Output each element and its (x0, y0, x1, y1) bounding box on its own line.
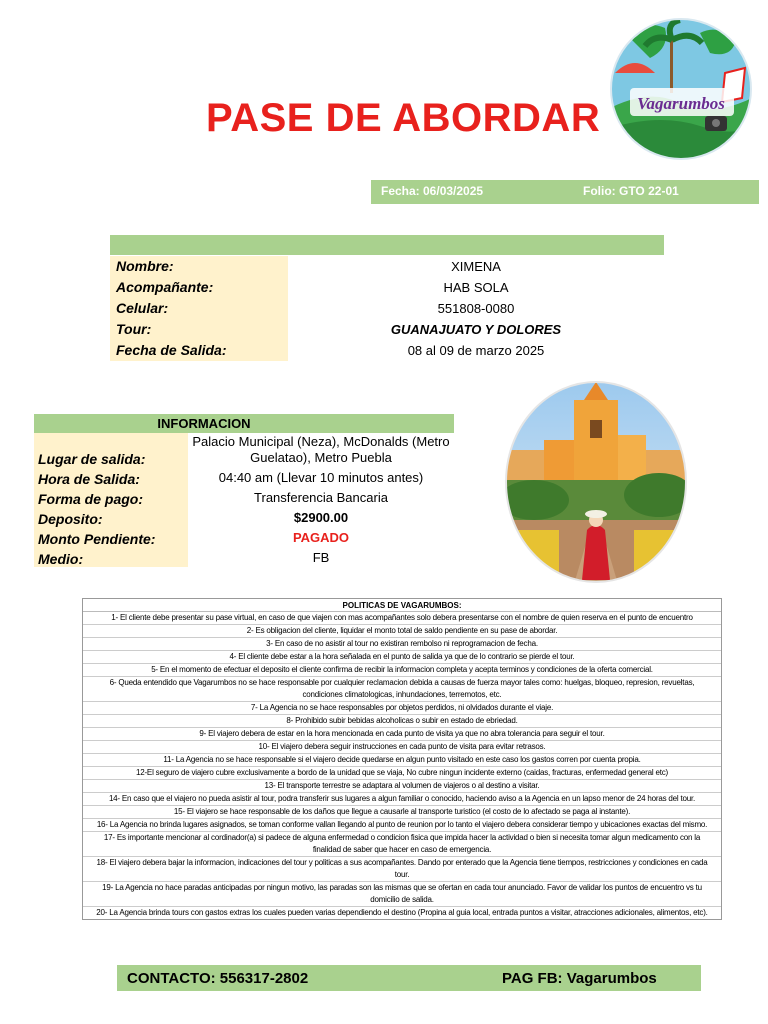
monto-pendiente-value: PAGADO (292, 529, 350, 545)
policy-item: 7- La Agencia no se hace responsables por objetos perdidos, ni olvidados durante el viaje. (83, 702, 721, 715)
policy-item: 19- La Agencia no hace paradas anticipadas por ningun motivo, las paradas son las mismas que se ofertan en cada tour anunciado. Favor de validar los puntos de encuentro vs tu domicilio de salida. (83, 882, 721, 907)
policies-title: POLITICAS DE VAGARUMBOS: (83, 599, 721, 612)
policy-item: 13- El transporte terrestre se adaptara al volumen de viajeros o al destino a visitar. (83, 780, 721, 793)
policy-item: 18- El viajero debera bajar la informacion, indicaciones del tour y politicas a sus acompañantes. Dando por enterado que la Agencia tiene tiempos, restricciones y condiciones en cada tour. (83, 857, 721, 882)
hora-label: Hora de Salida: (34, 467, 188, 487)
lugar-value: Palacio Municipal (Neza), McDonalds (Metro Guelatao), Metro Puebla (192, 434, 450, 465)
policy-item: 1- El cliente debe presentar su pase virtual, en caso de que viajen con mas acompañantes solo debera presentarse con el nombre de quien reserva en el punto de encuentro (83, 612, 721, 625)
acompanante-value: HAB SOLA (443, 280, 509, 295)
date-folio-bar (371, 180, 759, 204)
facebook-page-text: PAG FB: Vagarumbos (502, 970, 657, 987)
folio-text: Folio: GTO 22-01 (583, 184, 679, 198)
nombre-label: Nombre: (110, 256, 288, 277)
client-header-bar (110, 235, 664, 255)
lugar-label: Lugar de salida: (34, 433, 188, 467)
contacto-text: CONTACTO: 556317-2802 (127, 970, 309, 987)
inf-row-medio (34, 547, 454, 567)
policy-item: 17- Es importante mencionar al cordinador(a) si padece de alguna enfermedad o condicion fisica que impida hacer la actividad o bien si necesita tomar algun medicamento con la finalidad de saber que hacer en caso de emergencia. (83, 832, 721, 857)
medio-label: Medio: (34, 547, 188, 567)
guanajuato-photo (504, 380, 688, 584)
client-row-acompanante (110, 277, 664, 298)
celular-label: Celular: (110, 298, 288, 319)
client-row-nombre (110, 256, 664, 277)
client-row-celular (110, 298, 664, 319)
tour-label: Tour: (110, 319, 288, 340)
client-row-fecha-salida (110, 340, 664, 361)
fecha-text: Fecha: 06/03/2025 (381, 184, 484, 198)
policy-item: 8- Prohibido subir bebidas alcoholicas o subir en estado de ebriedad. (83, 715, 721, 728)
forma-pago-value: Transferencia Bancaria (254, 489, 388, 505)
policy-item: 12-El seguro de viajero cubre exclusivamente a bordo de la unidad que se viaja, No cubre ningun incidente externo (caidas, fracturas, enfermedad general etc) (83, 767, 721, 780)
inf-row-forma-pago (34, 487, 454, 507)
policy-item: 10- El viajero debera seguir instrucciones en cada punto de visita para evitar retrasos. (83, 741, 721, 754)
policy-item: 9- El viajero debera de estar en la hora mencionada en cada punto de visita ya que no abra tolerancia para seguir el tour. (83, 728, 721, 741)
fecha-salida-label: Fecha de Salida: (110, 340, 288, 361)
policy-item: 16- La Agencia no brinda lugares asignados, se toman conforme vallan llegando al punto de reunion por lo tanto el viajero debera considerar tiempo y ubicaciones exactas del mismo. (83, 819, 721, 832)
deposito-label: Deposito: (34, 507, 188, 527)
medio-value: FB (312, 549, 330, 565)
monto-pendiente-label: Monto Pendiente: (34, 527, 188, 547)
policy-item: 4- El cliente debe estar a la hora señalada en el punto de salida ya que de lo contrario se pierde el tour. (83, 651, 721, 664)
client-row-tour (110, 319, 664, 340)
logo-text: Vagarumbos (637, 94, 725, 113)
informacion-table (34, 433, 454, 567)
policy-item: 14- En caso que el viajero no pueda asistir al tour, podra transferir sus lugares a algun familiar o conocido, haciendo aviso a la Agencia en un lapso menor de 24 horas del tour. (83, 793, 721, 806)
inf-row-deposito (34, 507, 454, 527)
deposito-value: $2900.00 (293, 509, 349, 525)
celular-value: 551808-0080 (437, 301, 515, 316)
policies-table (82, 598, 722, 920)
inf-row-lugar (34, 433, 454, 467)
vagarumbos-logo (610, 18, 752, 160)
acompanante-label: Acompañante: (110, 277, 288, 298)
policy-item: 2- Es obligacion del cliente, liquidar el monto total de saldo pendiente en su pase de abordar. (83, 625, 721, 638)
client-info-table (110, 256, 664, 361)
inf-row-monto-pendiente (34, 527, 454, 547)
inf-row-hora (34, 467, 454, 487)
footer-bar (117, 965, 701, 991)
informacion-header: INFORMACION (34, 414, 454, 433)
policy-item: 20- La Agencia brinda tours con gastos extras los cuales pueden varias dependiendo el destino (Propina al guia local, entrada puntos a visitar, atracciones adicionales, alimentos, etc). (96, 908, 708, 917)
nombre-value: XIMENA (451, 259, 501, 274)
page-title: PASE DE ABORDAR (206, 96, 601, 140)
policy-item: 11- La Agencia no se hace responsable si el viajero decide quedarse en algun punto visitado en este caso los gastos corren por cuenta propia. (83, 754, 721, 767)
policy-item: 3- En caso de no asistir al tour no existiran rembolso ni reprogramacion de fecha. (83, 638, 721, 651)
policy-item: 6- Queda entendido que Vagarumbos no se hace responsable por cualquier reclamacion debida a causas de fuerza mayor tales como: huelgas, bloqueo, represion, revueltas, condiciones climatologicas, inhundaciones, terremotos, etc. (83, 677, 721, 702)
policy-item: 15- El viajero se hace responsable de los daños que llegue a causarle al transporte turistico (el costo de lo afectado se paga al instante). (83, 806, 721, 819)
forma-pago-label: Forma de pago: (34, 487, 188, 507)
tour-value: GUANAJUATO Y DOLORES (390, 322, 562, 337)
hora-value: 04:40 am (Llevar 10 minutos antes) (218, 469, 424, 485)
fecha-salida-value: 08 al 09 de marzo 2025 (407, 343, 545, 358)
policy-item: 5- En el momento de efectuar el deposito el cliente confirma de recibir la informacion completa y acepta terminos y condiciones de la oferta comercial. (83, 664, 721, 677)
